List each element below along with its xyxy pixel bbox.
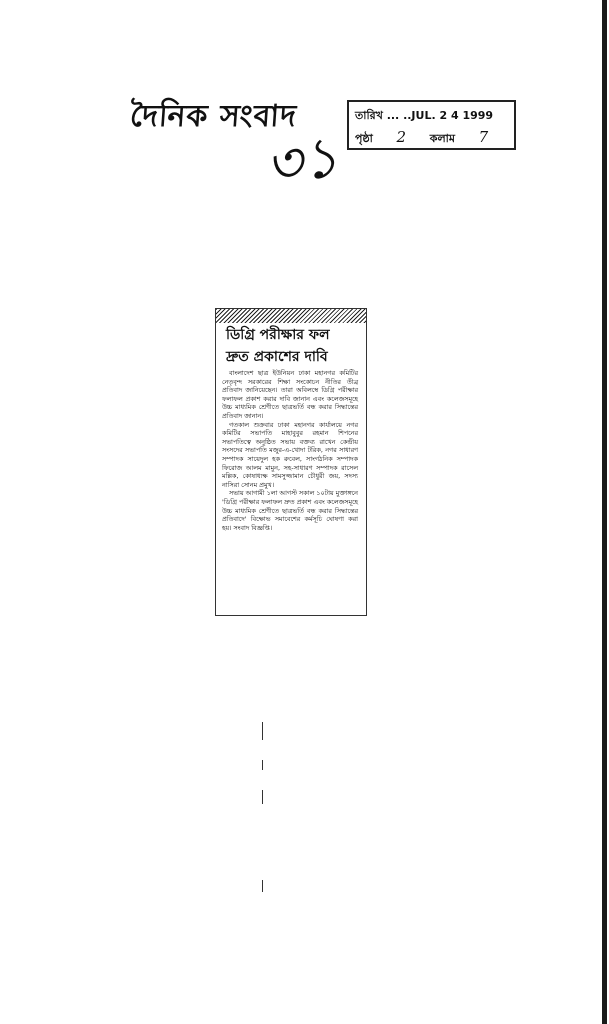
page-label: পৃষ্ঠা [355, 132, 373, 145]
column-value: 7 [478, 128, 489, 146]
page-column-row [355, 128, 488, 149]
page-value: 2 [396, 128, 407, 146]
scan-speck [262, 760, 263, 770]
headline-line-2: দ্রুত প্রকাশের দাবি [226, 349, 328, 365]
article-body [222, 369, 358, 532]
date-value: ..JUL. 2 4 1999 [403, 109, 494, 122]
headline-line-1: ডিগ্রি পরীক্ষার ফল [226, 327, 330, 343]
date-row [355, 107, 493, 126]
article-paragraph: বাংলাদেশ ছাত্র ইউনিয়ন ঢাকা মহানগর কমিটির নেতৃবৃন্দ সরকারের শিক্ষা সংকোচন নীতির তীব্র প্রতিবাদ জানিয়েছেন। তারা অবিলম্বে ডিগ্রি পরীক্ষার ফলাফল প্রকাশ করার দাবি জানান এবং কলেজসমূহে উচ্চ মাধ্যমিক শ্রেণীতে ছাত্রভর্তি বন্ধ করার সিদ্ধান্তের প্রতিবাদ জানান। [222, 369, 358, 420]
article-paragraph: সভায় আগামী ১লা আগস্ট সকাল ১০টায় মুক্তাঙ্গনে 'ডিগ্রি পরীক্ষার ফলাফল দ্রুত প্রকাশ এবং কলেজসমূহে উচ্চ মাধ্যমিক শ্রেণীতে ছাত্রভর্তি বন্ধ করার সিদ্ধান্তের প্রতিবাদে' বিক্ষোভ সমাবেশের কর্মসূচি ঘোষণা করা হয়। সংবাদ বিজ্ঞপ্তি। [222, 489, 358, 532]
scan-speck [262, 880, 263, 892]
handwritten-archive-number: ৩১ [261, 124, 343, 199]
article-paragraph: গতকাল শুক্রবার ঢাকা মহানগর কার্যালয়ে নগর কমিটির সভাপতি মাহাবুবুর রহমান শিপনের সভাপতিত্বে অনুষ্ঠিত সভায় বক্তব্য রাখেন কেন্দ্রীয় সংসদের সভাপতি মজুর-এ-খোদা টরিক, নগর সাধারণ সম্পাদক সায়েদুল হক রুবেল, সাংগঠনিক সম্পাদক ফিরোজ আলম মামুন, সহ-সাধারণ সম্পাদক রাসেল মল্লিক, কোষাধ্যক্ষ সামসুজ্জামান চৌধুরী জয়, সদস্য নাসিরা সোনম প্রমুখ। [222, 420, 358, 489]
date-stamp-box [347, 100, 516, 150]
news-clipping [215, 308, 367, 616]
newspaper-masthead: দৈনিক সংবাদ [128, 99, 299, 134]
scan-speck [262, 722, 263, 740]
clipping-top-border [216, 309, 366, 323]
scan-speck [262, 790, 263, 804]
scan-edge-shadow [602, 0, 607, 1024]
date-label: তারিখ ... [355, 109, 400, 122]
column-label: কলাম [429, 132, 455, 145]
